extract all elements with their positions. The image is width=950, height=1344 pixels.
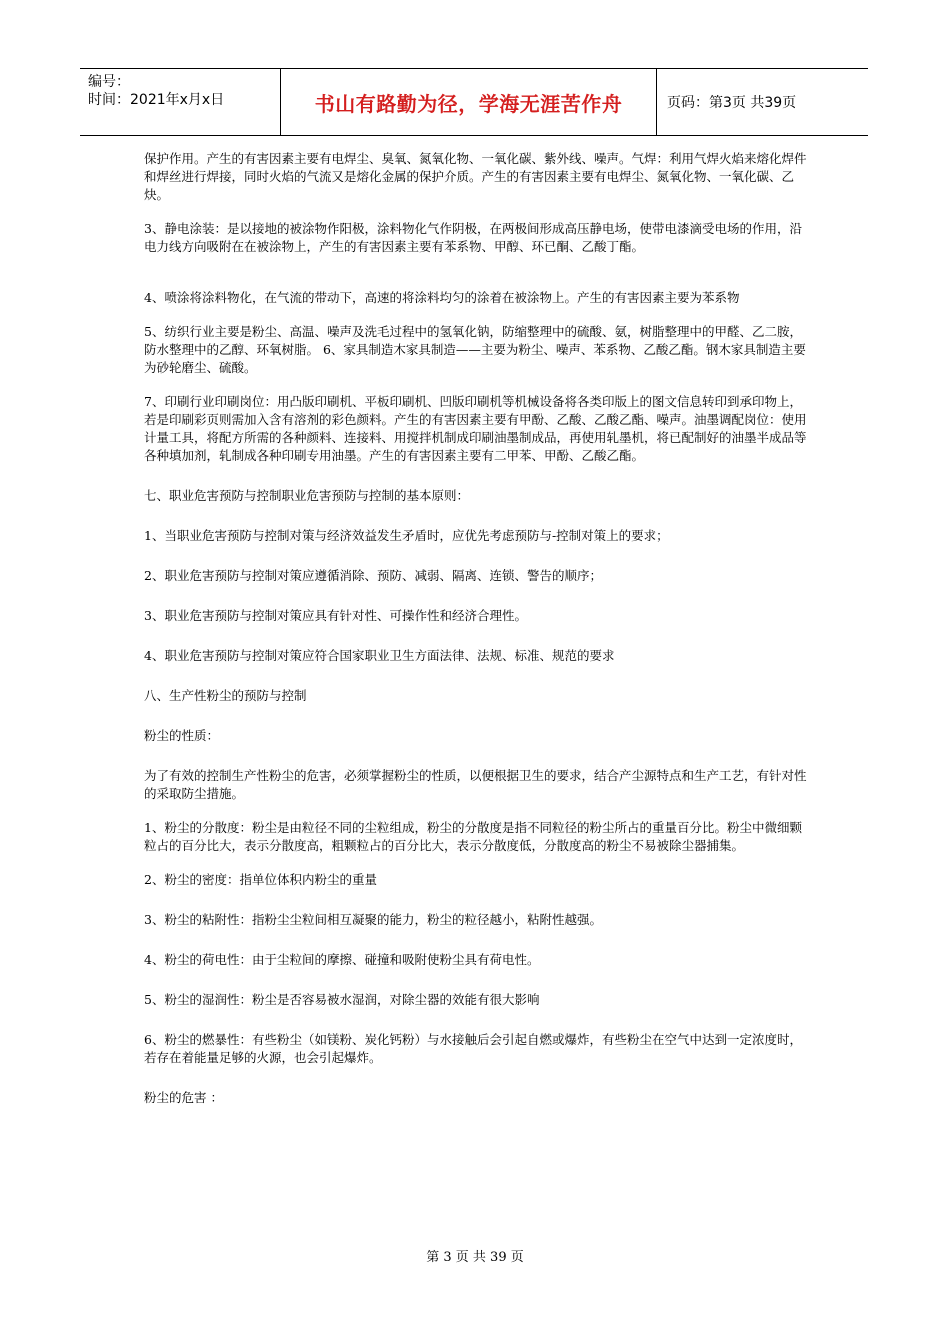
document-number-label: 编号： [88,74,130,90]
principle-item-2: 2、职业危害预防与控制对策应遵循消除、预防、减弱、隔离、连锁、警告的顺序； [144,568,602,583]
section-heading-8: 八、生产性粉尘的预防与控制 [144,688,307,703]
subheading-dust-hazards: 粉尘的危害 ： [144,1090,223,1105]
header-motto: 书山有路勤为径，学海无涯苦作舟 [280,69,657,135]
property-item-3: 3、粉尘的粘附性：指粉尘尘粒间相互凝聚的能力，粉尘的粒径越小，粘附性越强。 [144,912,602,927]
document-date-label: 时间：2021年x月x日 [88,92,225,108]
property-item-2: 2、粉尘的密度：指单位体积内粉尘的重量 [144,872,377,887]
page-header [80,68,868,136]
header-meta [80,69,280,135]
header-page-info: 页码：第3页 共39页 [667,95,797,111]
section-heading-7: 七、职业危害预防与控制职业危害预防与控制的基本原则： [144,488,470,503]
principle-item-3: 3、职业危害预防与控制对策应具有针对性、可操作性和经济合理性。 [144,608,527,623]
paragraph-printing: 7、印刷行业印刷岗位：用凸版印刷机、平板印刷机、凹版印刷机等机械设备将各类印版上的图文信息转印到承印物上，若是印刷彩页则需加入含有溶剂的彩色颜料。产生的有害因素主要有甲酚、乙酸、乙酸乙酯、噪声。油墨调配岗位：使用计量工具，将配方所需的各种颜料、连接料、用搅拌机制成印刷油墨制成品，再使用轧墨机，将已配制好的油墨半成品等各种填加剂，轧制成各种印刷专用油墨。产生的有害因素主要有二甲苯、甲酚、乙酸乙酯。 [144,394,807,463]
paragraph-spray-coating: 4、喷涂将涂料物化，在气流的带动下，高速的将涂料均匀的涂着在被涂物上。产生的有害因素主要为苯系物 [144,290,740,305]
principle-item-4: 4、职业危害预防与控制对策应符合国家职业卫生方面法律、法规、标准、规范的要求 [144,648,615,663]
property-item-6: 6、粉尘的燃暴性：有些粉尘（如镁粉、炭化钙粉）与水接触后会引起自燃或爆炸，有些粉尘在空气中达到一定浓度时，若存在着能量足够的火源，也会引起爆炸。 [144,1032,802,1065]
paragraph-welding-continued: 保护作用。产生的有害因素主要有电焊尘、臭氧、氮氧化物、一氧化碳、紫外线、噪声。气焊：利用气焊火焰来熔化焊件和焊丝进行焊接，同时火焰的气流又是熔化金属的保护介质。产生的有害因素主要有电焊尘、氮氧化物、一氧化碳、乙炔。 [144,151,807,202]
principle-item-1: 1、当职业危害预防与控制对策与经济效益发生矛盾时，应优先考虑预防与-控制对策上的要求； [144,528,669,543]
page-footer: 第 3 页 共 39 页 [426,1250,524,1265]
property-item-5: 5、粉尘的湿润性：粉尘是否容易被水湿润，对除尘器的效能有很大影响 [144,992,540,1007]
property-item-4: 4、粉尘的荷电性：由于尘粒间的摩擦、碰撞和吸附使粉尘具有荷电性。 [144,952,540,967]
paragraph-dust-intro: 为了有效的控制生产性粉尘的危害，必须掌握粉尘的性质，以便根据卫生的要求，结合产尘源特点和生产工艺，有针对性的采取防尘措施。 [144,768,807,801]
paragraph-electrostatic-coating: 3、静电涂装：是以接地的被涂物作阳极，涂料物化气作阴极，在两极间形成高压静电场，使带电漆滴受电场的作用，沿电力线方向吸附在在被涂物上，产生的有害因素主要有苯系物、甲醇、环已酮、乙酸丁酯。 [144,221,802,254]
document-body [144,150,812,1107]
property-item-1: 1、粉尘的分散度：粉尘是由粒径不同的尘粒组成，粉尘的分散度是指不同粒径的粉尘所占的重量百分比。粉尘中微细颗粒占的百分比大，表示分散度高，粗颗粒占的百分比大，表示分散度低，分散度高的粉尘不易被除尘器捕集。 [144,820,802,853]
subheading-dust-properties: 粉尘的性质： [144,728,220,743]
paragraph-textile-furniture: 5、纺织行业主要是粉尘、高温、噪声及洗毛过程中的氢氧化钠，防缩整理中的硫酸、氨，树脂整理中的甲醛、乙二胺，防水整理中的乙醇、环氧树脂。 6、家具制造木家具制造——主要为粉尘、噪声、苯系物、乙酸乙酯。钢木家具制造主要为砂轮磨尘、硫酸。 [144,324,806,375]
